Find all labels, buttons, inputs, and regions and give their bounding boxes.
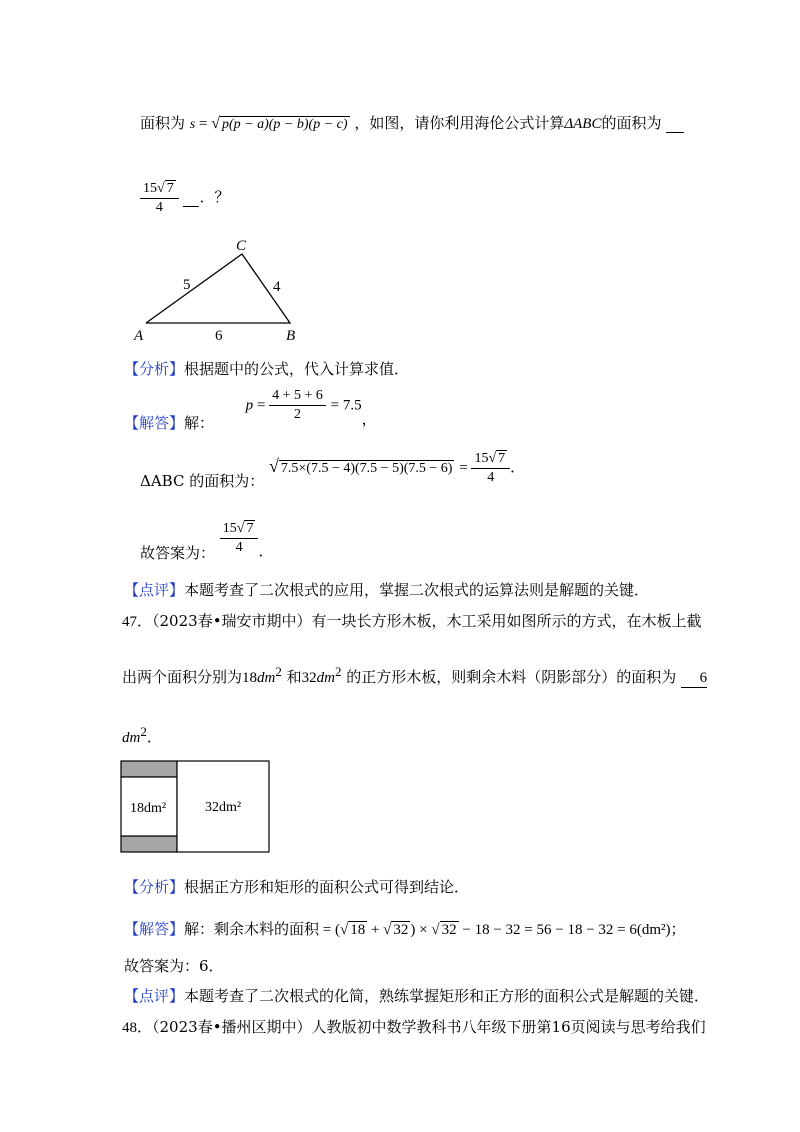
vertex-b: B: [286, 328, 296, 344]
text: 面积为: [140, 114, 186, 132]
board-figure: [120, 760, 274, 854]
solution-line: 【解答】解： p = $\frac{4 + 5 + 6}{2}$ = 7.5，: [124, 388, 377, 432]
formula-line: 面积为 s = √ p(p − a)(p − b)(p − c) ，如图，请你利用海伦公式计算ΔABC的面积为: [140, 112, 684, 133]
side-bc: 4: [273, 279, 281, 295]
answer-line: $\frac{15√ 7}{4}$ ．？: [140, 180, 229, 216]
shaded-top: [121, 761, 177, 777]
side-ac: 5: [183, 277, 191, 293]
analysis-tag: 【分析】: [124, 360, 185, 378]
comment-47: 【点评】本题考查了二次根式的化简，熟练掌握矩形和正方形的面积公式是解题的关键．: [124, 987, 710, 1005]
comment-46: 【点评】本题考查了二次根式的应用，掌握二次根式的运算法则是解题的关键．: [124, 581, 650, 599]
triangle-shape: [146, 254, 290, 323]
q47-stem-2: 出两个面积分别为$18dm^2$ 和$32dm^2$ 的正方形木板，则剩余木料（阴影部分）的面积为 6: [122, 664, 708, 686]
analysis-line: 【分析】根据题中的公式，代入计算求值．: [124, 360, 410, 378]
answer-46: 故答案为： $\frac{15√ 7}{4}$ ．: [140, 521, 274, 562]
answer-47: 故答案为：6．: [124, 957, 224, 975]
triangle-name: ΔABC: [564, 116, 602, 132]
vertex-a: A: [134, 328, 144, 344]
text: ．？: [199, 188, 230, 206]
side-ab: 6: [215, 328, 223, 344]
q47-unit: $dm^2$．: [122, 724, 162, 746]
solution-47: 【解答】解：剩余木料的面积 = (√ 18 + √ 32 ) × √ 32 − 18 − 32 = 56 − 18 − 32 = 6(dm²)；: [124, 920, 686, 938]
text: ，如图，请你利用海伦公式计算: [354, 114, 565, 132]
answer-blank: 6: [681, 670, 707, 688]
q47-stem-1: 47．（2023春•瑞安市期中）有一块长方形木板，木工采用如图所示的方式，在木板上截: [122, 612, 702, 630]
shaded-bottom: [121, 836, 177, 852]
comment-tag: 【点评】: [124, 581, 185, 599]
large-square-label: 32dm²: [205, 800, 242, 815]
solution-tag: 【解答】: [124, 413, 185, 432]
area-line: ΔABC 的面积为： √ 7.5×(7.5 − 4)(7.5 − 5)(7.5 − 6) = $\frac{15√ 7}{4}$ ．: [140, 451, 526, 490]
small-square-label: 18dm²: [130, 801, 167, 816]
text: 的面积为: [601, 114, 662, 132]
vertex-c: C: [236, 238, 247, 254]
q48-stem: 48．（2023春•播州区期中）人教版初中数学教科书八年级下册第16页阅读与思考给我们: [122, 1018, 706, 1036]
triangle-figure: [130, 236, 310, 346]
analysis-47: 【分析】根据正方形和矩形的面积公式可得到结论．: [124, 878, 470, 896]
